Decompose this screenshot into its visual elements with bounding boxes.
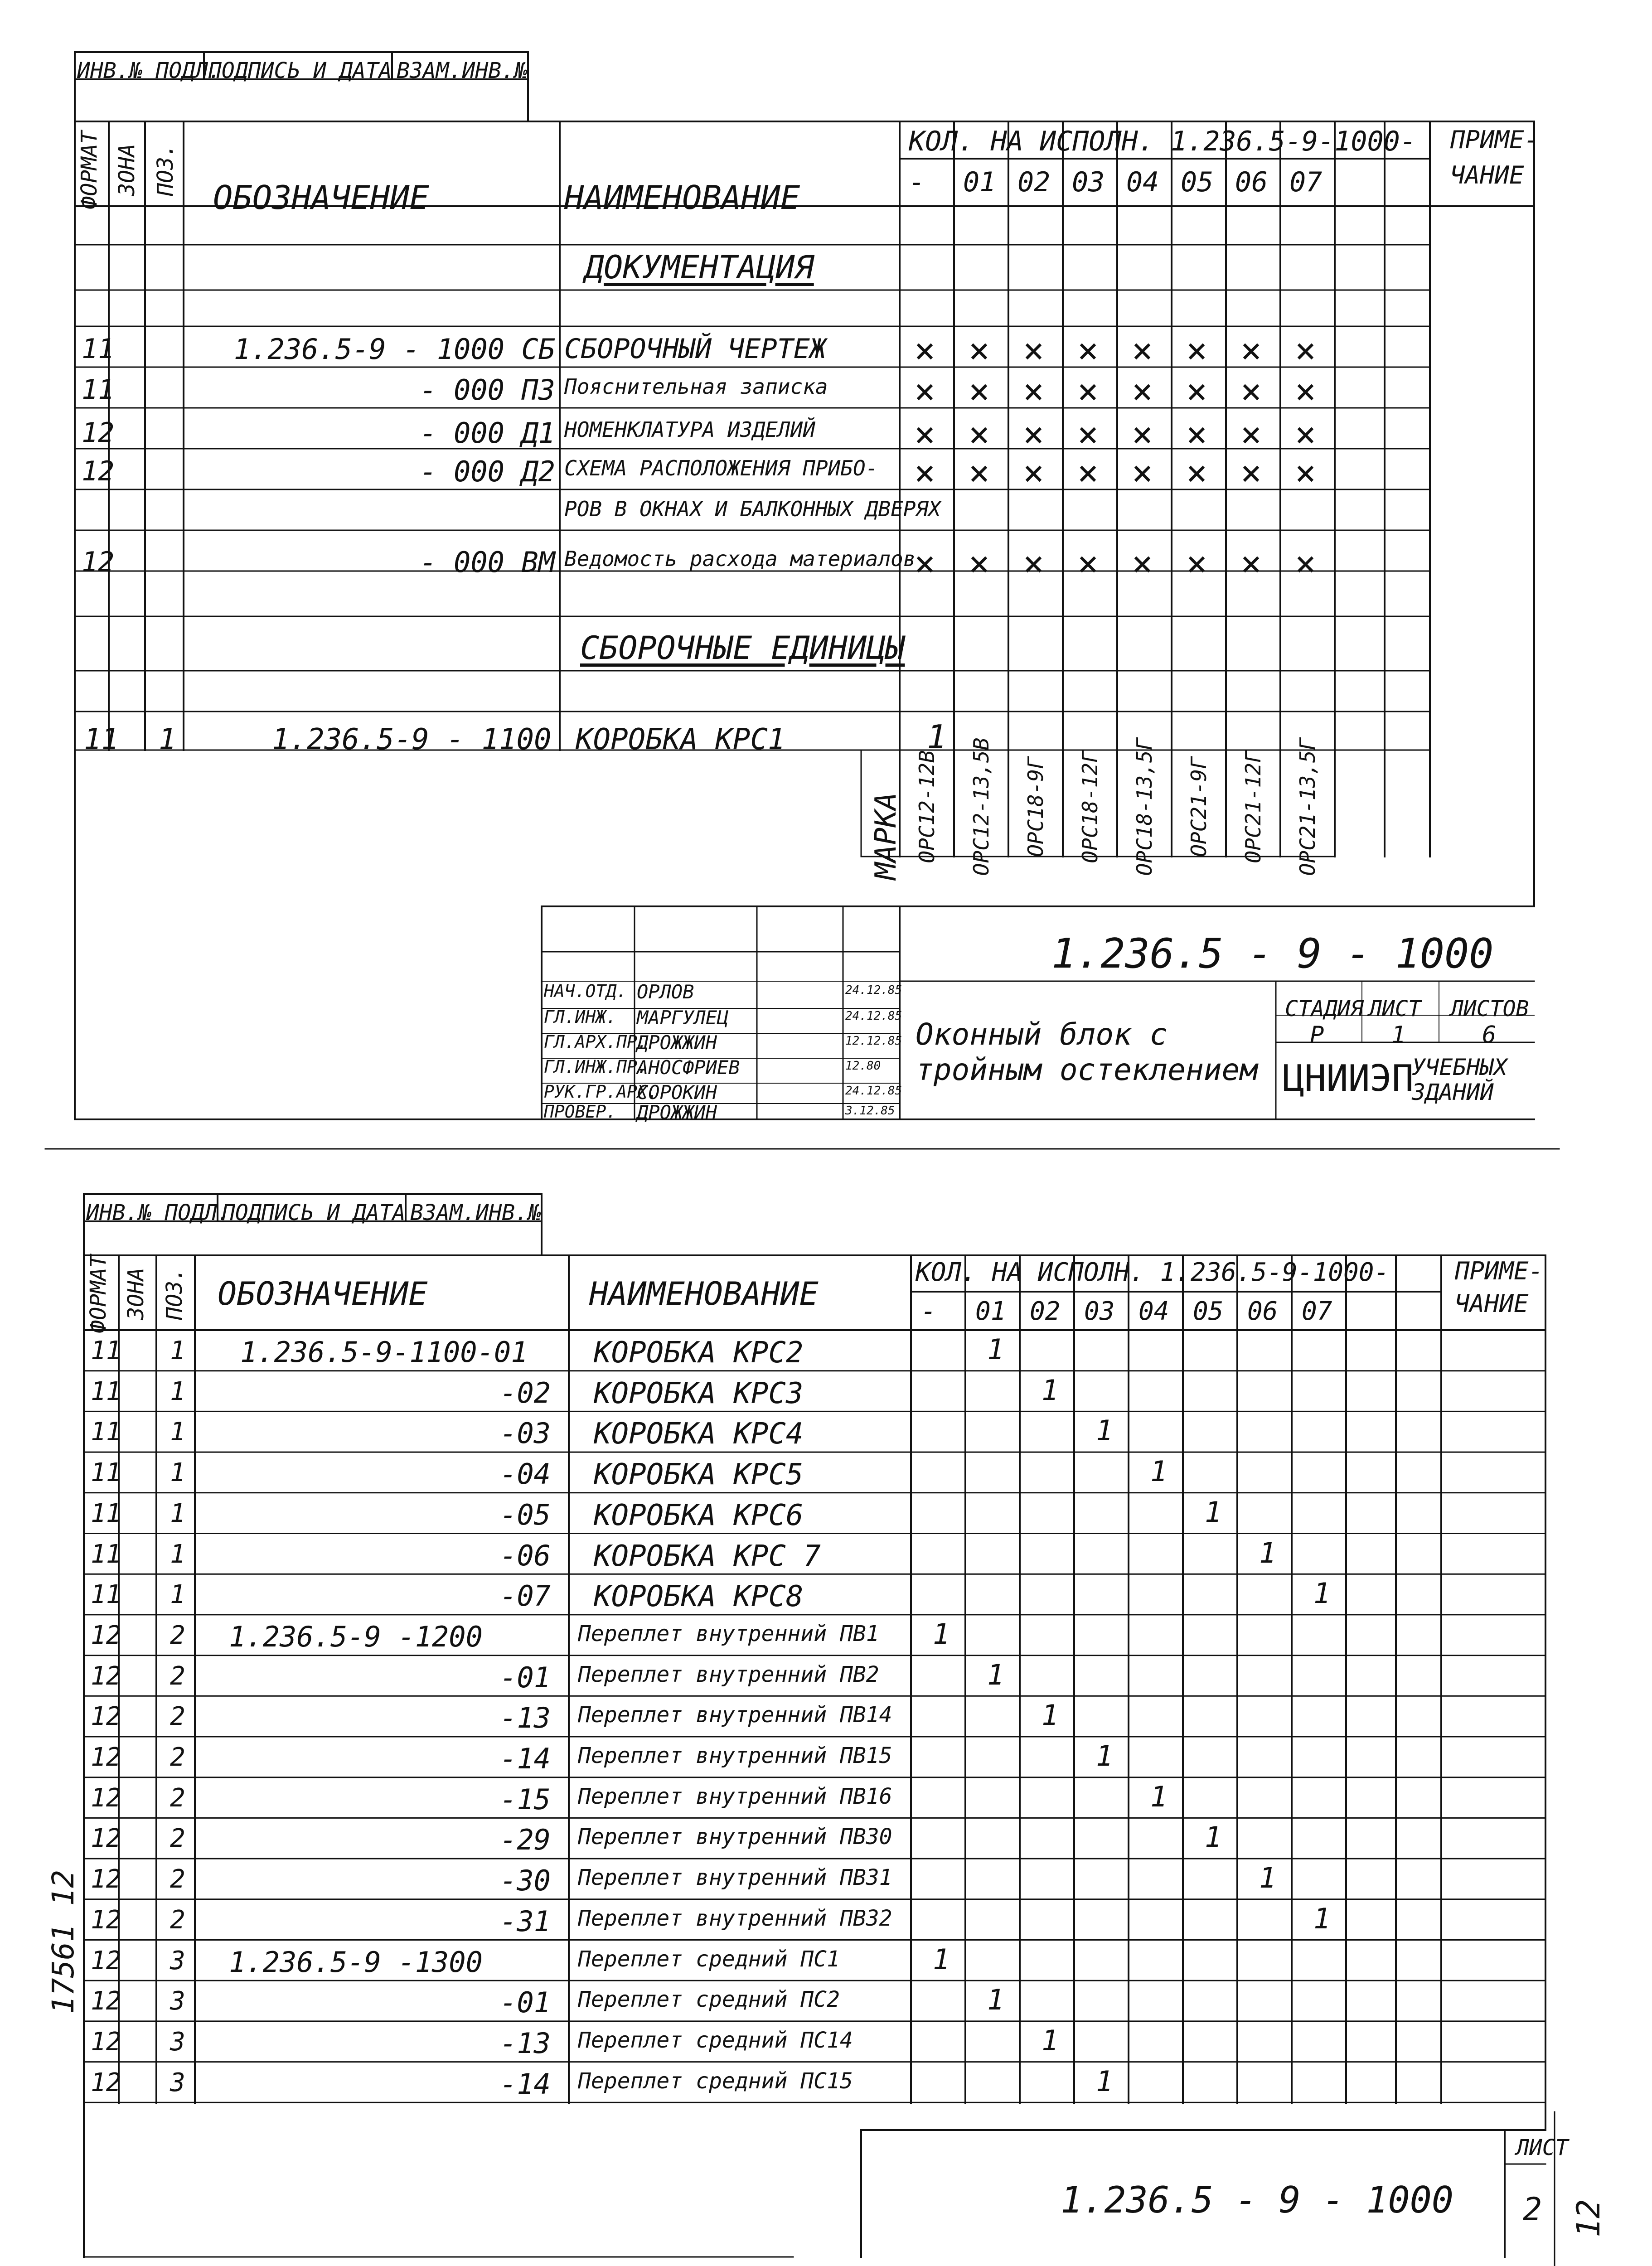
header2-note-line1: ПРИМЕ- [1455,1257,1544,1285]
unit-qty: 1 [927,718,947,756]
doc-row-cross-mark: × [1023,371,1044,412]
header2-format: ФОРМАТ [86,1254,111,1333]
spec-row-designation: -30 [500,1864,551,1898]
unit-pos: 1 [159,723,176,756]
spec-row-name: Переплет внутренний ПВ16 [578,1783,892,1809]
doc-row-cross-mark: × [969,330,990,371]
doc-row-cross-mark: × [1186,371,1207,412]
spec-row-name: Переплет внутренний ПВ1 [578,1621,879,1646]
org-line2: ЗДАНИЙ [1412,1079,1494,1105]
spec-row-pos: 1 [170,1498,185,1528]
spec-row-qty: 1 [1205,1821,1222,1854]
variant-5: 05 [1181,166,1214,198]
staff-name: МАРГУЛЕЦ [637,1007,729,1029]
spec-row-name: КОРОБКА КРС3 [594,1376,804,1410]
spec-row-designation: -13 [500,2026,551,2060]
marka-item: ОРС18-12Г [1078,750,1102,863]
doc-row-cross-mark: × [1186,453,1207,494]
doc-row-cross-mark: × [914,330,935,371]
staff-date: 3.12.85 [845,1104,895,1118]
spec-row-format: 12 [91,1743,121,1772]
spec-row-qty: 1 [1259,1861,1276,1895]
spec-row-pos: 3 [170,2067,185,2097]
doc-row-format: 11 [82,333,115,365]
doc-row-cross-mark: × [1077,414,1099,455]
spec-row-qty: 1 [1096,1414,1113,1448]
variant2-5: 05 [1193,1297,1224,1326]
spec-row-designation: -04 [500,1457,551,1491]
variant2-4: 04 [1138,1297,1169,1326]
header2-qty-caption: КОЛ. НА ИСПОЛН. 1.236.5-9-1000- [916,1258,1390,1287]
doc-row-name: СХЕМА РАСПОЛОЖЕНИЯ ПРИБО- [564,456,878,480]
spec-row-designation: -07 [500,1579,551,1613]
spec-row-pos: 1 [170,1458,185,1488]
spec-row-format: 12 [91,1620,121,1650]
doc-row-cross-mark: × [969,543,990,584]
title-block-title-line2: тройным остеклением [916,1052,1258,1087]
spec-row-format: 11 [91,1580,121,1610]
spec-row-designation: -14 [500,1742,551,1775]
spec-row-pos: 1 [170,1336,185,1365]
spec-row-designation: -13 [500,1701,551,1735]
unit-name: КОРОБКА КРС1 [576,723,785,756]
doc-row-cross-mark: × [1132,371,1153,412]
spec-row-format: 11 [91,1458,121,1488]
spec-row-designation: -01 [500,1661,551,1694]
variant-7: 07 [1289,166,1323,198]
sheet-value: 1 [1391,1022,1406,1049]
doc-row-cross-mark: × [1132,453,1153,494]
spec-row-name: Переплет средний ПС1 [578,1946,840,1972]
doc-row-cross-mark: × [1077,453,1099,494]
doc-row-cross-mark: × [1077,371,1099,412]
sheet-label: ЛИСТ [1369,996,1421,1022]
header2-designation: ОБОЗНАЧЕНИЕ [218,1275,428,1312]
header-name: НАИМЕНОВАНИЕ [564,179,800,217]
doc-row-cross-mark: × [1023,330,1044,371]
sheets-label: ЛИСТОВ [1450,996,1529,1022]
sheets-value: 6 [1482,1022,1497,1049]
corner-number: 12 [1570,2199,1607,2238]
spec-row-name: Переплет внутренний ПВ32 [578,1905,892,1931]
staff-name: АНОСФРИЕВ [637,1056,740,1079]
spec-row-qty: 1 [933,1942,950,1976]
staff-name: СОРОКИН [637,1081,717,1104]
header-zone: ЗОНА [114,144,140,196]
doc-row-cross-mark: × [1240,543,1262,584]
spec-row-format: 12 [91,1986,121,2016]
doc-row-cross-mark: × [969,453,990,494]
doc-row-cross-mark: × [1295,414,1316,455]
spec-row-designation: -31 [500,1904,551,1938]
spec-row-pos: 3 [170,2027,185,2057]
stage-value: Р [1310,1022,1324,1049]
footer-code: 1.236.5 - 9 - 1000 [1061,2179,1453,2221]
marka-item: ОРС18-9Г [1023,756,1048,857]
doc-row-cross-mark: × [1077,330,1099,371]
header2-name: НАИМЕНОВАНИЕ [589,1275,819,1312]
spec-row-format: 12 [91,2067,121,2097]
marka-item: ОРС12-12В [915,750,939,863]
header-pos: ПОЗ. [153,144,178,196]
spec-row-name: КОРОБКА КРС2 [594,1336,804,1370]
header2-note-line2: ЧАНИЕ [1455,1289,1529,1318]
doc-row-cross-mark: × [1077,543,1099,584]
staff-date: 24.12.85 [845,983,902,997]
doc-row-cross-mark: × [1295,453,1316,494]
spec-row-name: КОРОБКА КРС 7 [594,1539,821,1573]
spec-row-name: КОРОБКА КРС8 [594,1580,804,1614]
spec-row-format: 12 [91,1783,121,1813]
spec-row-pos: 1 [170,1376,185,1406]
spec-row-designation: -01 [500,1986,551,2019]
spec-row-qty: 1 [1042,2024,1059,2057]
spec-row-designation: -06 [500,1539,551,1572]
staff-role: РУК.ГР.АРХ. [544,1082,658,1102]
spec-row-designation: -05 [500,1498,551,1531]
variant2-3: 03 [1084,1297,1115,1326]
org-logo-text: ЦНИИЭП [1283,1057,1414,1099]
staff-role: НАЧ.ОТД. [544,981,627,1001]
spec-row-format: 11 [91,1336,121,1365]
doc-row-format: 11 [82,374,115,406]
spec-row-format: 12 [91,1864,121,1894]
doc-row-designation: - 000 Д1 [420,416,555,450]
spec-row-pos: 2 [170,1783,185,1813]
title-block-title-line1: Оконный блок с [916,1017,1168,1052]
staff-name: ОРЛОВ [637,981,694,1003]
staff-role: ГЛ.ИНЖ.ПР. [544,1057,648,1077]
doc-row-cross-mark: × [1295,543,1316,584]
org-line1: УЧЕБНЫХ [1412,1054,1507,1080]
spec-row-name: Переплет внутренний ПВ14 [578,1702,892,1728]
title-block-code: 1.236.5 - 9 - 1000 [1051,930,1494,978]
spec-row-designation: -03 [500,1417,551,1450]
marka-item: ОРС21-12Г [1241,750,1265,863]
spec-row-format: 12 [91,1702,121,1732]
spec-row-qty: 1 [987,1983,1004,2017]
spec-row-format: 11 [91,1539,121,1569]
marka-item: ОРС21-13,5Г [1295,737,1320,876]
doc-row-cross-mark: × [914,371,935,412]
spec-row-qty: 1 [1313,1902,1331,1935]
spec-row-name: КОРОБКА КРС5 [594,1458,804,1492]
doc-row-name: Ведомость расхода материалов [564,547,916,571]
spec-row-designation: 1.236.5-9 -1200 [229,1620,483,1653]
header2-pos: ПОЗ. [162,1268,187,1320]
margin-number: 17561 12 [46,1870,81,2014]
variant2-7: 07 [1302,1297,1332,1326]
doc-row-cross-mark: × [969,414,990,455]
header-format: ФОРМАТ [77,131,102,209]
spec-row-format: 11 [91,1376,121,1406]
spec-row-designation: -14 [500,2067,551,2101]
spec-row-format: 12 [91,1946,121,1975]
variant-0: - [909,166,925,198]
doc-row-cross-mark: × [1186,414,1207,455]
spec-row-name: Переплет средний ПС2 [578,1987,840,2013]
staff-role: ПРОВЕР. [544,1102,617,1122]
unit-designation: 1.236.5-9 - 1100 [272,723,552,756]
spec-row-qty: 1 [1096,2064,1113,2098]
variant-1: 01 [963,166,996,198]
spec-row-pos: 1 [170,1417,185,1447]
doc-row-designation: - 000 Д2 [420,455,555,488]
variant2-2: 02 [1030,1297,1061,1326]
stamp2-signature-date: ПОДПИСЬ И ДАТА [222,1200,406,1225]
doc-row-cross-mark: × [1295,330,1316,371]
header-qty-caption: КОЛ. НА ИСПОЛН. 1.236.5-9-1000- [909,126,1416,157]
spec-row-qty: 1 [1042,1699,1059,1732]
spec-row-name: КОРОБКА КРС6 [594,1498,804,1532]
section-assembly-units: СБОРОЧНЫЕ ЕДИНИЦЫ [580,629,905,667]
variant2-6: 06 [1247,1297,1278,1326]
stamp2-replacement-inv: ВЗАМ.ИНВ.№ [410,1200,541,1225]
doc-row-cross-mark: × [1132,414,1153,455]
spec-row-name: Переплет внутренний ПВ15 [578,1743,892,1768]
spec-row-qty: 1 [1150,1780,1168,1813]
doc-row-designation: - 000 ПЗ [420,373,555,407]
variant2-0: - [921,1297,936,1326]
spec-row-designation: -02 [500,1376,551,1409]
staff-date: 12.12.85 [845,1034,902,1048]
doc-row-cross-mark: × [1023,453,1044,494]
spec-row-pos: 1 [170,1580,185,1610]
doc-row-cross-mark: × [1132,330,1153,371]
doc-row-cross-mark: × [1240,330,1262,371]
header-note-line1: ПРИМЕ- [1450,126,1539,154]
doc-row-name: Пояснительная записка [564,374,828,399]
spec-row-pos: 2 [170,1620,185,1650]
doc-row-cross-mark: × [969,371,990,412]
marka-item: ОРС12-13,5В [969,737,993,876]
doc-row-name: СБОРОЧНЫЙ ЧЕРТЕЖ [564,333,826,365]
spec-row-qty: 1 [1205,1495,1222,1529]
spec-row-designation: 1.236.5-9 -1300 [229,1945,483,1979]
variant-3: 03 [1072,166,1105,198]
spec-row-pos: 2 [170,1864,185,1894]
staff-role: ГЛ.АРХ.ПР. [544,1032,648,1052]
doc-row-cross-mark: × [1186,330,1207,371]
staff-date: 24.12.85 [845,1084,902,1098]
doc-row-cross-mark: × [1023,543,1044,584]
header2-zone: ЗОНА [123,1268,149,1320]
staff-date: 12.80 [845,1059,881,1073]
spec-row-qty: 1 [933,1617,950,1651]
doc-row-cross-mark: × [1240,371,1262,412]
doc-row-name: РОВ В ОКНАХ И БАЛКОННЫХ ДВЕРЯХ [564,497,941,521]
spec-row-pos: 3 [170,1986,185,2016]
spec-row-format: 12 [91,1661,121,1691]
doc-row-format: 12 [82,417,115,449]
spec-row-format: 12 [91,1824,121,1854]
spec-row-name: Переплет внутренний ПВ31 [578,1865,892,1891]
spec-row-qty: 1 [1042,1373,1059,1407]
spec-row-pos: 2 [170,1824,185,1854]
doc-row-cross-mark: × [1186,543,1207,584]
spec-row-format: 12 [91,1905,121,1935]
doc-row-cross-mark: × [1240,453,1262,494]
staff-role: ГЛ.ИНЖ. [544,1007,617,1027]
stamp2-inv-original: ИНВ.№ ПОДЛ. [86,1200,230,1225]
footer-sheet-number: 2 [1523,2191,1542,2228]
footer-sheet-label: ЛИСТ [1516,2135,1569,2160]
spec-row-qty: 1 [987,1658,1004,1691]
spec-row-name: Переплет средний ПС15 [578,2068,853,2094]
doc-row-cross-mark: × [1295,371,1316,412]
staff-date: 24.12.85 [845,1009,902,1023]
spec-row-designation: -15 [500,1782,551,1816]
spec-row-qty: 1 [1150,1455,1168,1488]
staff-name: ДРОЖЖИН [637,1031,717,1054]
doc-row-cross-mark: × [914,543,935,584]
spec-row-pos: 2 [170,1661,185,1691]
staff-name: ДРОЖЖИН [637,1101,717,1123]
doc-row-cross-mark: × [914,414,935,455]
doc-row-designation: - 000 ВМ [420,546,555,579]
spec-row-qty: 1 [1313,1577,1331,1610]
spec-row-qty: 1 [1259,1536,1276,1569]
doc-row-name: НОМЕНКЛАТУРА ИЗДЕЛИЙ [564,417,815,442]
header-designation: ОБОЗНАЧЕНИЕ [213,179,429,217]
spec-row-name: Переплет внутренний ПВ2 [578,1661,879,1687]
stage-label: СТАДИЯ [1285,996,1364,1022]
section-documentation: ДОКУМЕНТАЦИЯ [585,249,814,286]
spec-row-name: КОРОБКА КРС4 [594,1417,804,1451]
header-note-line2: ЧАНИЕ [1450,161,1524,189]
spec-row-name: Переплет внутренний ПВ30 [578,1824,892,1850]
spec-row-pos: 2 [170,1702,185,1732]
spec-row-pos: 3 [170,1946,185,1975]
variant-4: 04 [1126,166,1159,198]
spec-row-designation: -29 [500,1823,551,1857]
doc-row-cross-mark: × [1240,414,1262,455]
variant2-1: 01 [975,1297,1006,1326]
doc-row-format: 12 [82,455,115,487]
variant-2: 02 [1017,166,1051,198]
stamp-replacement-inv: ВЗАМ.ИНВ.№ [397,58,528,83]
spec-row-format: 11 [91,1498,121,1528]
doc-row-designation: 1.236.5-9 - 1000 СБ [233,333,555,366]
spec-row-pos: 2 [170,1905,185,1935]
spec-row-qty: 1 [987,1333,1004,1366]
marka-item: ОРС18-13,5Г [1132,737,1157,876]
variant-6: 06 [1235,166,1268,198]
spec-row-pos: 1 [170,1539,185,1569]
doc-row-cross-mark: × [914,453,935,494]
stamp-inv-original: ИНВ.№ ПОДЛ. [77,58,221,83]
spec-row-designation: 1.236.5-9-1100-01 [240,1336,528,1369]
stamp-signature-date: ПОДПИСЬ И ДАТА [208,58,392,83]
marka-item: ОРС21-9Г [1187,756,1211,857]
doc-row-cross-mark: × [1132,543,1153,584]
spec-row-qty: 1 [1096,1739,1113,1772]
spec-row-format: 11 [91,1417,121,1447]
doc-row-format: 12 [82,546,115,578]
doc-row-cross-mark: × [1023,414,1044,455]
unit-format: 11 [84,723,119,756]
spec-row-name: Переплет средний ПС14 [578,2027,853,2053]
spec-row-pos: 2 [170,1743,185,1772]
marka-label: МАРКА [869,792,903,880]
spec-row-format: 12 [91,2027,121,2057]
